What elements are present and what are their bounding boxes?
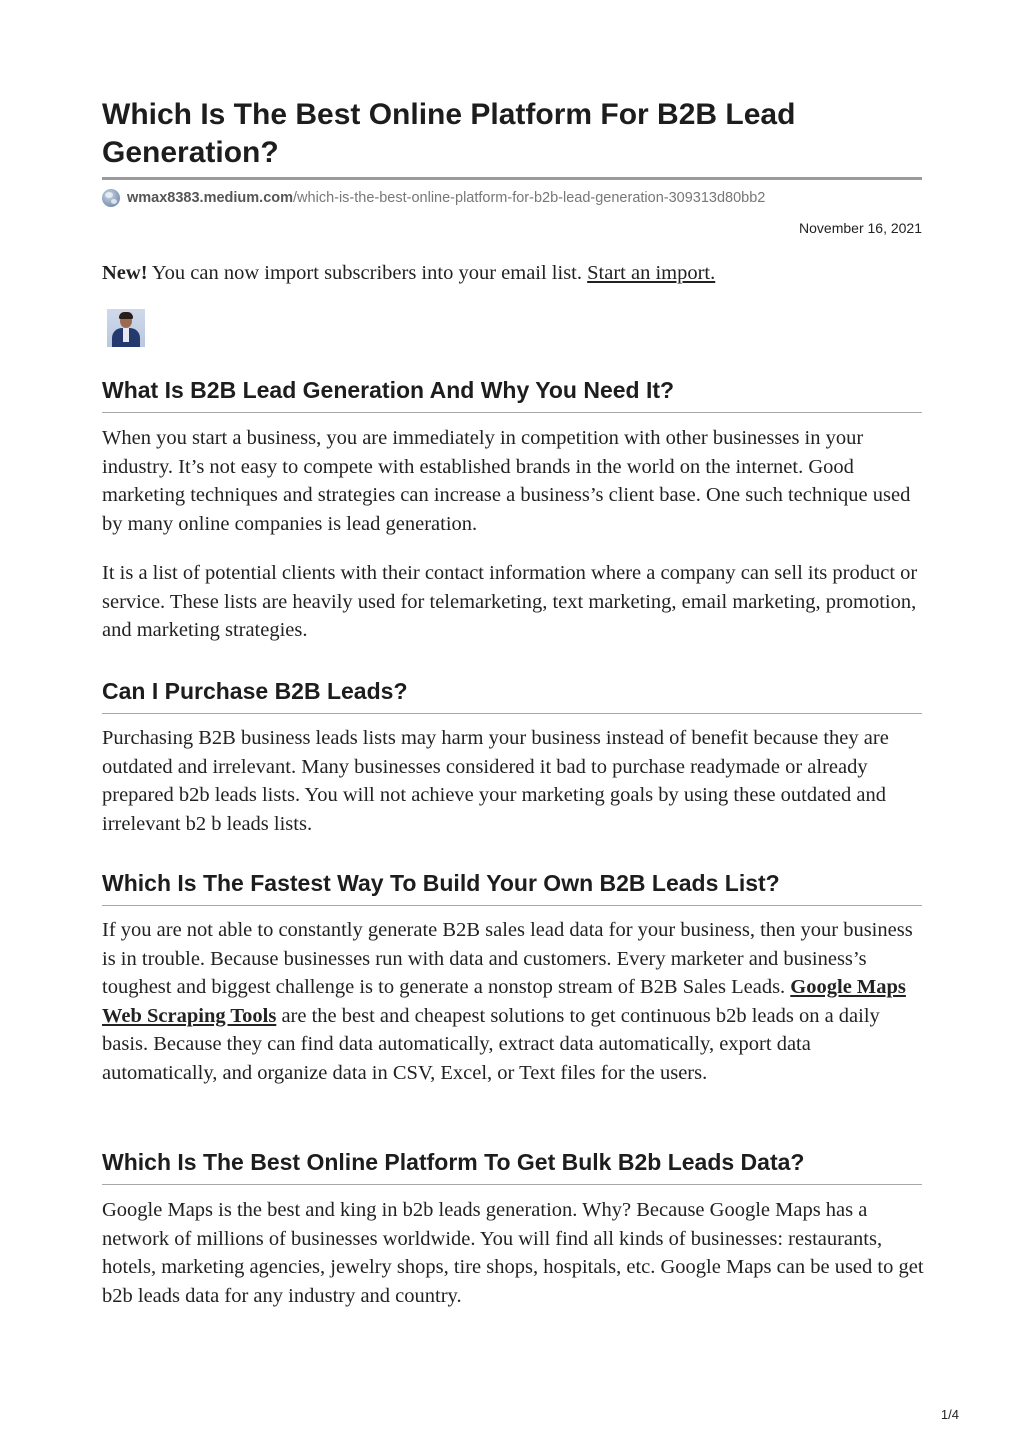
section-paragraph: It is a list of potential clients with their contact information where a company can sell its product or service. These lists are heavily used for telemarketing, text marketing, email marketing, promotion, and marketing strategies. bbox=[102, 562, 918, 641]
page-number: 1/4 bbox=[940, 1407, 959, 1422]
section-heading-fastest-way: Which Is The Fastest Way To Build Your Own B2B Leads List? bbox=[102, 870, 780, 896]
section-paragraph: Google Maps is the best and king in b2b leads generation. Why? Because Google Maps has a network of millions of businesses worldwide. You will find all kinds of businesses: restaurants, hotels, marketing agencies, jewelry shops, tire shops, hospitals, etc. Google Maps can be used to get b2b leads data for any industry and country. bbox=[102, 1199, 924, 1307]
globe-icon bbox=[102, 189, 120, 207]
source-path[interactable]: /which-is-the-best-online-platform-for-b2b-lead-generation-309313d80bb2 bbox=[293, 190, 766, 206]
notice-text: You can now import subscribers into your email list. bbox=[147, 262, 588, 284]
section-heading-b2b-lead-generation: What Is B2B Lead Generation And Why You Need It? bbox=[102, 377, 675, 403]
section-heading-purchase-leads: Can I Purchase B2B Leads? bbox=[102, 678, 408, 704]
source-domain[interactable]: wmax8383.medium.com bbox=[127, 190, 294, 206]
publish-date: November 16, 2021 bbox=[799, 220, 922, 236]
source-url[interactable] bbox=[102, 187, 765, 209]
section-divider bbox=[102, 905, 922, 906]
section-divider bbox=[102, 412, 922, 413]
section-heading-best-platform: Which Is The Best Online Platform To Get Bulk B2b Leads Data? bbox=[102, 1149, 805, 1175]
section-paragraph: If you are not able to constantly generate B2B sales lead data for your business, then your business is in trouble. Because businesses run with data and customers. Every marketer and business’s toughest and biggest challenge is to generate a nonstop stream of B2B Sales Leads. Google Maps Web Scraping Tools are the best and cheapest solutions to get continuous b2b leads on a daily basis. Because they can find data automatically, extract data automatically, export data automatically, and organize data in CSV, Excel, or Text files for the users. bbox=[102, 919, 913, 1084]
section-paragraph: When you start a business, you are immediately in competition with other businesses in your industry. It’s not easy to compete with established brands in the world on the internet. Good marketing techniques and strategies can increase a business’s client base. One such technique used by many online companies is lead generation. bbox=[102, 427, 911, 535]
notice-label: New! bbox=[102, 262, 148, 284]
title-divider bbox=[102, 177, 922, 180]
section-divider bbox=[102, 1184, 922, 1185]
section-paragraph: Purchasing B2B business leads lists may harm your business instead of benefit because they are outdated and irrelevant. Many businesses considered it bad to purchase readymade or already prepared b2b leads lists. You will not achieve your marketing goals by using these outdated and irrelevant b2 b leads lists. bbox=[102, 727, 889, 835]
google-maps-scraping-tools-link[interactable]: Google Maps Web Scraping Tools bbox=[102, 976, 906, 1027]
start-import-link[interactable]: Start an import. bbox=[587, 262, 716, 284]
import-notice bbox=[102, 262, 715, 285]
author-avatar[interactable] bbox=[107, 309, 145, 347]
section-divider bbox=[102, 713, 922, 714]
article-title: Which Is The Best Online Platform For B2B Lead Generation? bbox=[102, 98, 796, 169]
